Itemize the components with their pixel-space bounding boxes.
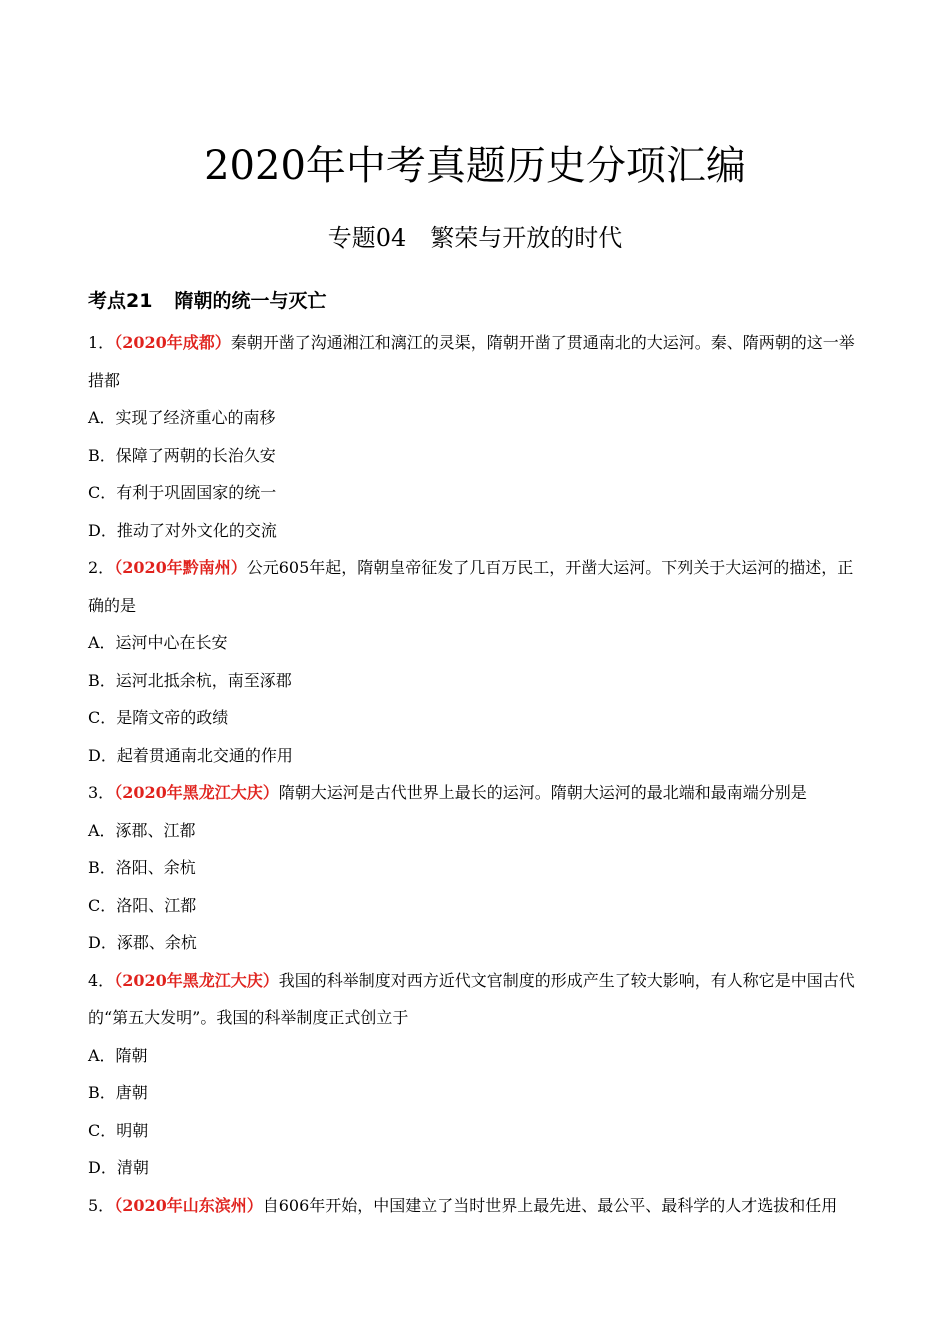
option-d: D．涿郡、余杭 <box>88 933 197 952</box>
question-text: 秦朝开凿了沟通湘江和漓江的灵渠，隋朝开凿了贯通南北的大运河。秦、隋两朝的这一举措都 <box>88 333 855 390</box>
question-4 <box>88 962 864 1187</box>
question-stem <box>88 774 864 812</box>
question-number: 3． <box>88 783 115 802</box>
question-3 <box>88 774 864 962</box>
option-c: C．洛阳、江都 <box>88 895 197 915</box>
question-number: 5． <box>88 1195 115 1215</box>
question-2 <box>88 549 864 774</box>
option-b: B．运河北抵余杭，南至涿郡 <box>88 670 292 690</box>
question-source: （2020年成都） <box>114 333 231 352</box>
question-source: （2020年山东滨州） <box>114 1195 263 1215</box>
option-d: D．起着贯通南北交通的作用 <box>88 745 293 765</box>
question-text: 我国的科举制度对西方近代文官制度的形成产生了较大影响，有人称它是中国古代的“第五大发明”。我国的科举制度正式创立于 <box>88 970 855 1027</box>
question-stem <box>88 962 864 1037</box>
question-text: 公元605年起，隋朝皇帝征发了几百万民工，开凿大运河。下列关于大运河的描述，正确的是 <box>88 558 854 615</box>
question-list <box>88 324 864 1224</box>
option-a: A．运河中心在长安 <box>88 633 228 652</box>
option-d: D．推动了对外文化的交流 <box>88 520 277 540</box>
document-subtitle: 专题04 繁荣与开放的时代 <box>327 224 623 252</box>
option-c: C．明朝 <box>88 1120 149 1140</box>
question-text: 隋朝大运河是古代世界上最长的运河。隋朝大运河的最北端和最南端分别是 <box>278 783 807 802</box>
question-number: 2． <box>88 558 115 577</box>
question-text: 自606年开始，中国建立了当时世界上最先进、最公平、最科学的人才选拔和任用 <box>262 1195 838 1215</box>
option-a: A．涿郡、江都 <box>88 820 196 840</box>
option-d: D．清朝 <box>88 1158 149 1177</box>
question-source: （2020年黑龙江大庆） <box>114 970 279 990</box>
option-c: C．是隋文帝的政绩 <box>88 708 229 727</box>
question-source: （2020年黑龙江大庆） <box>114 783 279 802</box>
question-1 <box>88 324 864 549</box>
question-5 <box>88 1187 864 1225</box>
question-stem <box>88 1187 864 1225</box>
option-a: A．隋朝 <box>88 1045 148 1065</box>
option-a: A．实现了经济重心的南移 <box>88 408 276 427</box>
section-number: 考点21 <box>88 290 153 312</box>
option-b: B．保障了两朝的长治久安 <box>88 445 276 465</box>
question-number: 1． <box>88 333 115 352</box>
option-c: C．有利于巩固国家的统一 <box>88 483 277 502</box>
section-name: 隋朝的统一与灭亡 <box>174 290 327 312</box>
question-number: 4． <box>88 970 115 990</box>
document-title: 2020年中考真题历史分项汇编 <box>204 143 746 189</box>
question-stem <box>88 549 864 624</box>
option-b: B．唐朝 <box>88 1083 148 1102</box>
question-source: （2020年黔南州） <box>114 558 247 577</box>
option-b: B．洛阳、余杭 <box>88 858 196 877</box>
question-stem <box>88 324 864 399</box>
section-heading <box>88 286 326 316</box>
